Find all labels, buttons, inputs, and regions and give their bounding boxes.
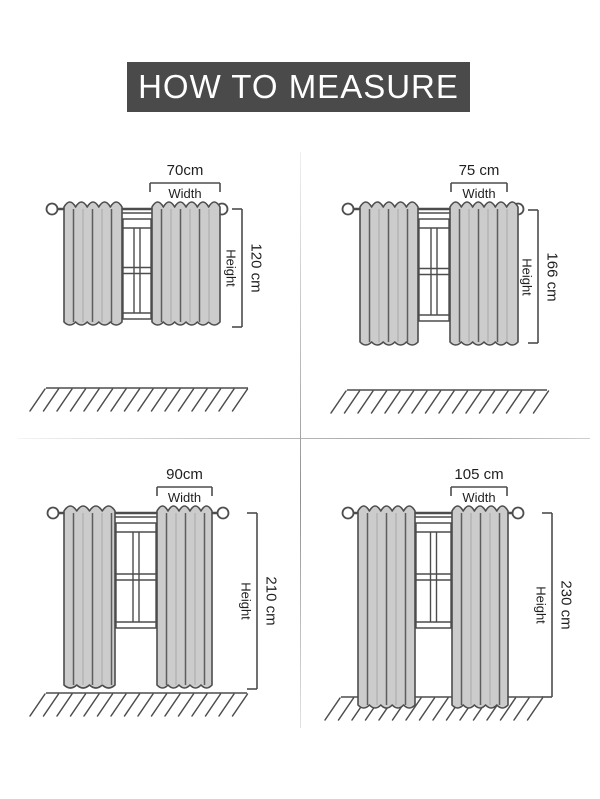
- width-bracket-label: Width: [168, 186, 202, 201]
- page-title: HOW TO MEASURE: [138, 68, 459, 105]
- height-value-label: 210 cm: [262, 576, 280, 626]
- curtain-scene-q4: [300, 430, 600, 760]
- height-value-label: 166 cm: [543, 252, 561, 302]
- width-value-label: 105 cm: [454, 466, 504, 483]
- height-bracket-label: Height: [238, 582, 254, 620]
- height-bracket-label: Height: [519, 258, 535, 296]
- width-bracket-label: Width: [167, 490, 202, 505]
- height-bracket-label: Height: [223, 249, 239, 287]
- height-value-label: 120 cm: [247, 243, 265, 293]
- title-banner: [127, 62, 470, 112]
- quadrant-bottom-left: [0, 430, 300, 760]
- height-bracket-label: Height: [533, 586, 549, 624]
- curtain-scene-q3: [0, 430, 300, 760]
- quadrant-top-right: [300, 150, 600, 430]
- width-value-label: 90cm: [166, 466, 203, 483]
- width-bracket-label: Width: [462, 186, 496, 201]
- width-value-label: 70cm: [166, 162, 204, 179]
- quadrant-top-left: [0, 150, 300, 430]
- height-value-label: 230 cm: [557, 580, 575, 630]
- width-bracket-label: Width: [462, 490, 496, 505]
- quadrant-bottom-right: [300, 430, 600, 760]
- width-value-label: 75 cm: [458, 162, 500, 179]
